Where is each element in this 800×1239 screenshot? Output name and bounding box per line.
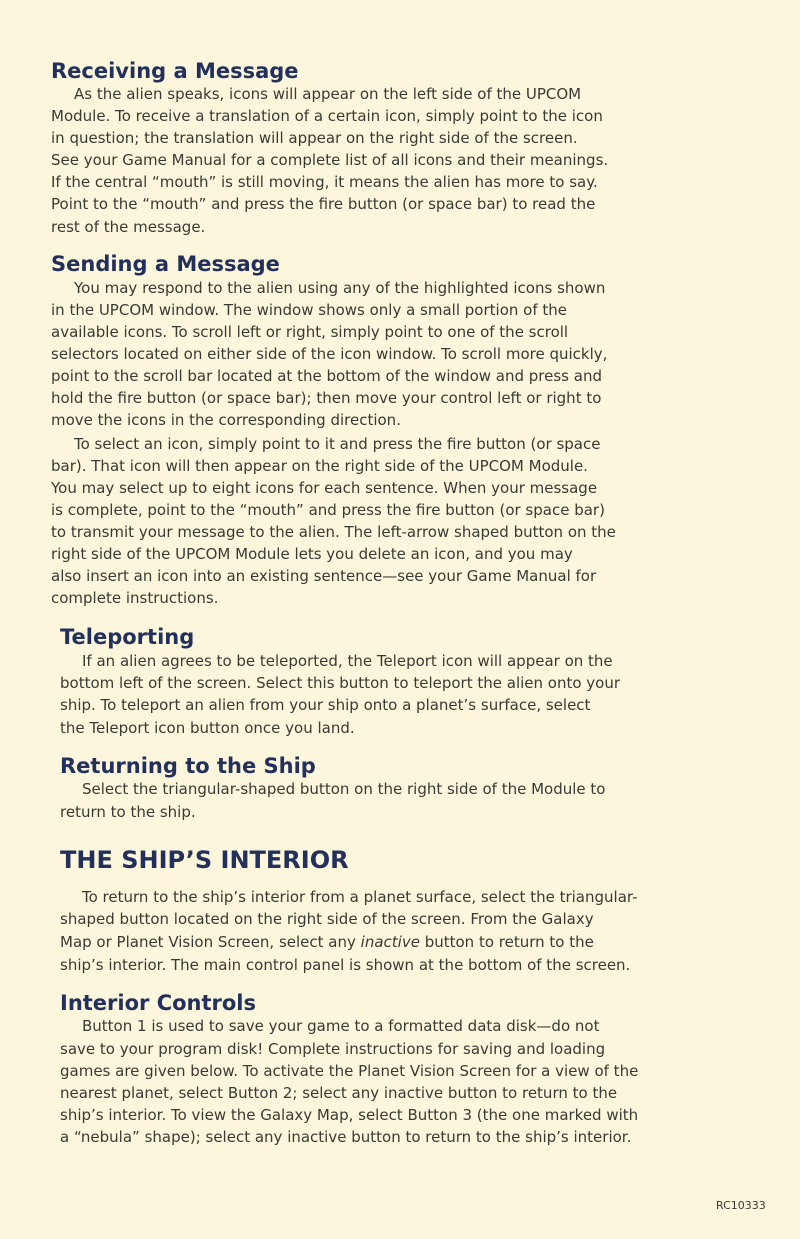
controls-heading: Interior Controls [60, 991, 257, 1015]
sending-line: also insert an icon into an existing sentence—see your Game Manual for [51, 567, 597, 585]
teleporting-line: ship. To teleport an alien from your ship onto a planet’s surface, select [60, 696, 591, 714]
interior-line-text: button to return to the [419, 933, 594, 951]
teleporting-line: bottom left of the screen. Select this button to teleport the alien onto your [60, 674, 621, 692]
sending-line: To select an icon, simply point to it and press the fire button (or space [74, 435, 601, 453]
sending-heading: Sending a Message [51, 252, 280, 276]
interior-line [60, 932, 594, 952]
sending-line: to transmit your message to the alien. The left-arrow shaped button on the [51, 523, 616, 541]
interior-title: THE SHIP’S INTERIOR [60, 846, 349, 874]
sending-line: available icons. To scroll left or right, simply point to one of the scroll [51, 323, 569, 341]
controls-line: Button 1 is used to save your game to a formatted data disk—do not [82, 1017, 600, 1035]
sending-line: in the UPCOM window. The window shows only a small portion of the [51, 301, 567, 319]
interior-line-text: Map or Planet Vision Screen, select any [60, 933, 361, 951]
interior-line: To return to the ship’s interior from a planet surface, select the triangular- [82, 888, 638, 906]
returning-line: return to the ship. [60, 803, 196, 821]
receiving-line: See your Game Manual for a complete list of all icons and their meanings. [51, 151, 609, 169]
receiving-heading: Receiving a Message [51, 59, 299, 83]
sending-line: You may respond to the alien using any of the highlighted icons shown [74, 279, 606, 297]
interior-line: shaped button located on the right side of the screen. From the Galaxy [60, 910, 594, 928]
controls-line: ship’s interior. To view the Galaxy Map, select Button 3 (the one marked with [60, 1106, 639, 1124]
sending-line: selectors located on either side of the icon window. To scroll more quickly, [51, 345, 608, 363]
receiving-line: As the alien speaks, icons will appear on the left side of the UPCOM [74, 85, 582, 103]
controls-line: save to your program disk! Complete instructions for saving and loading [60, 1040, 606, 1058]
catalog-code: RC10333 [716, 1199, 766, 1212]
returning-heading: Returning to the Ship [60, 754, 316, 778]
receiving-line: Module. To receive a translation of a certain icon, simply point to the icon [51, 107, 603, 125]
interior-line: ship’s interior. The main control panel is shown at the bottom of the screen. [60, 956, 631, 974]
inactive-emphasis: inactive [360, 933, 420, 951]
teleporting-heading: Teleporting [60, 625, 195, 649]
sending-line: hold the fire button (or space bar); then move your control left or right to [51, 389, 602, 407]
teleporting-line: If an alien agrees to be teleported, the Teleport icon will appear on the [82, 652, 613, 670]
receiving-line: Point to the “mouth” and press the fire button (or space bar) to read the [51, 195, 596, 213]
sending-line: complete instructions. [51, 589, 219, 607]
sending-line: point to the scroll bar located at the bottom of the window and press and [51, 367, 602, 385]
receiving-line: rest of the message. [51, 218, 206, 236]
sending-line: right side of the UPCOM Module lets you delete an icon, and you may [51, 545, 573, 563]
sending-line: move the icons in the corresponding direction. [51, 411, 401, 429]
sending-line: bar). That icon will then appear on the right side of the UPCOM Module. [51, 457, 588, 475]
receiving-line: If the central “mouth” is still moving, it means the alien has more to say. [51, 173, 598, 191]
sending-line: You may select up to eight icons for each sentence. When your message [51, 479, 598, 497]
receiving-line: in question; the translation will appear on the right side of the screen. [51, 129, 578, 147]
teleporting-line: the Teleport icon button once you land. [60, 719, 355, 737]
sending-line: is complete, point to the “mouth” and press the fire button (or space bar) [51, 501, 605, 519]
returning-line: Select the triangular-shaped button on the right side of the Module to [82, 780, 606, 798]
controls-line: nearest planet, select Button 2; select any inactive button to return to the [60, 1084, 618, 1102]
controls-line: a “nebula” shape); select any inactive button to return to the ship’s interior. [60, 1128, 632, 1146]
controls-line: games are given below. To activate the Planet Vision Screen for a view of the [60, 1062, 639, 1080]
